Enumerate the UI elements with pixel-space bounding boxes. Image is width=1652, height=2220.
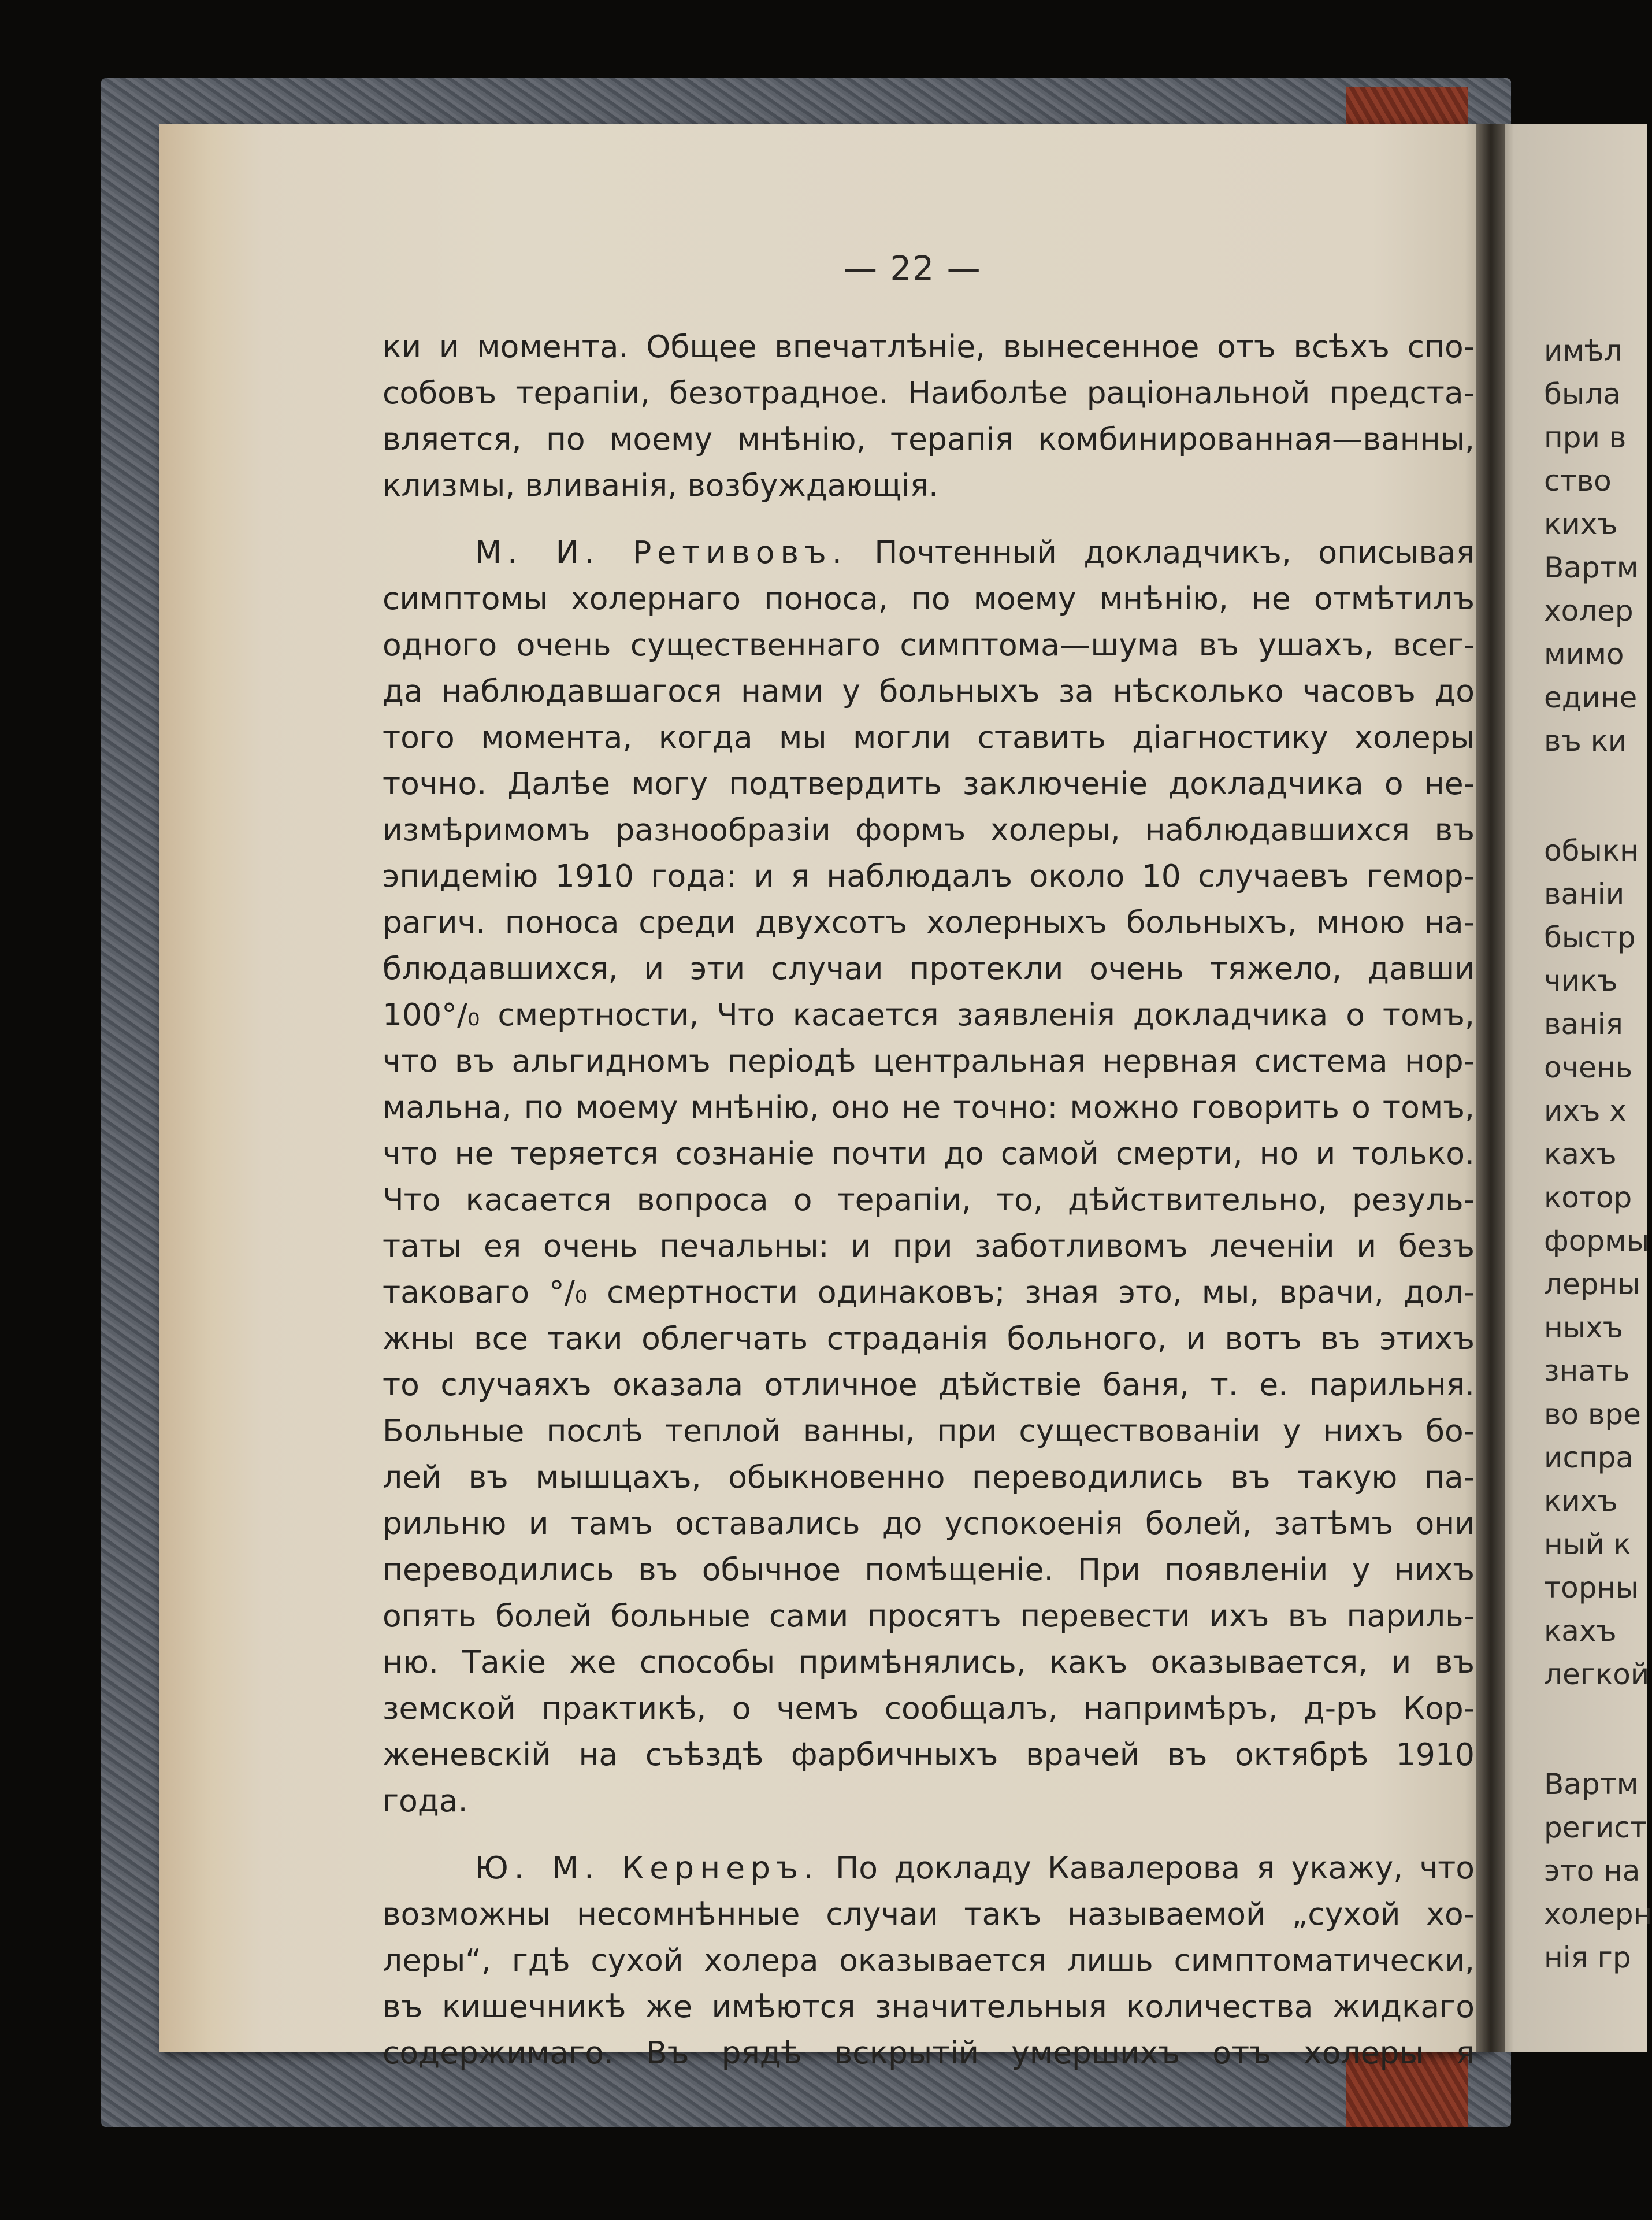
- facing-line: холерн: [1544, 1897, 1652, 1931]
- text-line: возможны несомнѣнные случаи такъ называемой „сухой хо-: [383, 1896, 1475, 1932]
- facing-line: это на: [1544, 1854, 1640, 1888]
- facing-page-text: [1544, 329, 1652, 1980]
- facing-line: ство: [1544, 464, 1612, 498]
- page-number: — 22 —: [844, 249, 982, 288]
- text-line: вляется, по моему мнѣнію, терапія комбинированная—ванны,: [383, 421, 1475, 457]
- page-body: [383, 324, 1475, 2097]
- facing-line: кихъ: [1544, 1484, 1618, 1518]
- text-line: ки и момента. Общее впечатлѣніе, вынесенное отъ всѣхъ спо-: [383, 328, 1475, 365]
- text-line: того момента, когда мы могли ставить діагностику холеры: [383, 719, 1475, 755]
- text-line: блюдавшихся, и эти случаи протекли очень тяжело, давши: [383, 950, 1475, 987]
- text-line: клизмы, вливанія, возбуждающія.: [383, 467, 939, 503]
- facing-line: знать: [1544, 1354, 1630, 1388]
- text-line: точно. Далѣе могу подтвердить заключеніе докладчика о не-: [383, 765, 1475, 802]
- facing-gap: [1544, 1696, 1636, 1763]
- text-line: рагич. поноса среди двухсотъ холерныхъ больныхъ, мною на-: [383, 904, 1475, 940]
- facing-line: чикъ: [1544, 964, 1618, 998]
- facing-line: холер: [1544, 594, 1634, 628]
- facing-line: формы: [1544, 1224, 1650, 1258]
- text-line: переводились въ обычное помѣщеніе. При появленіи у нихъ: [383, 1551, 1475, 1588]
- facing-line: ванія: [1544, 1007, 1623, 1041]
- speaker-name: Ю. М. Кернеръ.: [475, 1850, 819, 1886]
- paragraph: [383, 529, 1475, 1824]
- text-line: эпидемію 1910 года: и я наблюдалъ около 10 случаевъ гемор-: [383, 858, 1475, 894]
- facing-line: Вартм: [1544, 551, 1639, 584]
- facing-line: легкой: [1544, 1658, 1650, 1691]
- facing-line: въ ки: [1544, 724, 1627, 758]
- text-line: что въ альгидномъ періодѣ центральная нервная система нор-: [383, 1043, 1475, 1079]
- facing-line: лерны: [1544, 1267, 1640, 1301]
- text-line: ню. Такіе же способы примѣнялись, какъ оказывается, и въ: [383, 1644, 1475, 1680]
- page-gutter: [1476, 124, 1505, 2052]
- facing-line: была: [1544, 377, 1621, 411]
- facing-gap: [1544, 763, 1636, 829]
- facing-line: во вре: [1544, 1398, 1641, 1431]
- text-line: собовъ терапіи, безотрадное. Наиболѣе раціональной предста-: [383, 375, 1475, 411]
- text-fragment: По докладу Кавалерова я укажу, что: [819, 1850, 1475, 1886]
- facing-line: ный к: [1544, 1528, 1631, 1561]
- paragraph: [383, 324, 1475, 509]
- facing-line: кахъ: [1544, 1614, 1617, 1648]
- text-line-with-speaker: [383, 1845, 1475, 1891]
- text-line: Больные послѣ теплой ванны, при существованіи у нихъ бо-: [383, 1413, 1475, 1449]
- text-line: Что касается вопроса о терапіи, то, дѣйствительно, резуль-: [383, 1181, 1475, 1218]
- facing-line: испра: [1544, 1441, 1634, 1474]
- facing-line: нія гр: [1544, 1941, 1631, 1974]
- facing-line: Вартм: [1544, 1767, 1639, 1801]
- text-line: въ кишечникѣ же имѣются значительныя количества жидкаго: [383, 1988, 1475, 2025]
- facing-line: очень: [1544, 1051, 1633, 1084]
- facing-line: ихъ х: [1544, 1094, 1627, 1128]
- facing-line: ваніи: [1544, 877, 1625, 911]
- text-line-with-speaker: [383, 529, 1475, 576]
- text-line: что не теряется сознаніе почти до самой смерти, но и только.: [383, 1135, 1475, 1172]
- text-line: таковаго °/₀ смертности одинаковъ; зная это, мы, врачи, дол-: [383, 1274, 1475, 1310]
- facing-line: кихъ: [1544, 507, 1618, 541]
- text-line: жны все таки облегчать страданія больного, и вотъ въ этихъ: [383, 1320, 1475, 1357]
- text-line: земской практикѣ, о чемъ сообщалъ, напримѣръ, д-ръ Кор-: [383, 1690, 1475, 1726]
- facing-line: кахъ: [1544, 1137, 1617, 1171]
- text-line: опять болей больные сами просятъ перевести ихъ въ париль-: [383, 1598, 1475, 1634]
- text-line: лей въ мышцахъ, обыкновенно переводились въ такую па-: [383, 1459, 1475, 1495]
- text-line: рильню и тамъ оставались до успокоенія болей, затѣмъ они: [383, 1505, 1475, 1541]
- text-line: года.: [383, 1782, 468, 1819]
- text-line: 100°/₀ смертности, Что касается заявленія докладчика о томъ,: [383, 996, 1475, 1033]
- text-line: симптомы холернаго поноса, по моему мнѣнію, не отмѣтилъ: [383, 580, 1475, 617]
- text-line: да наблюдавшагося нами у больныхъ за нѣсколько часовъ до: [383, 673, 1475, 709]
- text-line: то случаяхъ оказала отличное дѣйствіе баня, т. е. парильня.: [383, 1366, 1475, 1403]
- facing-line: мимо: [1544, 638, 1624, 671]
- facing-line: котор: [1544, 1181, 1632, 1214]
- facing-line: при в: [1544, 421, 1627, 454]
- speaker-name: М. И. Ретивовъ.: [475, 534, 848, 570]
- facing-line: имѣл: [1544, 334, 1623, 368]
- text-line: измѣримомъ разнообразіи формъ холеры, наблюдавшихся въ: [383, 811, 1475, 848]
- facing-line: ныхъ: [1544, 1311, 1624, 1344]
- facing-line: едине: [1544, 681, 1638, 714]
- facing-line: торны: [1544, 1571, 1639, 1604]
- facing-line: обыкн: [1544, 834, 1639, 868]
- facing-line: регист: [1544, 1811, 1647, 1844]
- text-line: одного очень существеннаго симптома—шума въ ушахъ, всег-: [383, 627, 1475, 663]
- text-line: таты ея очень печальны: и при заботливомъ леченіи и безъ: [383, 1228, 1475, 1264]
- text-line: женевскій на съѣздѣ фарбичныхъ врачей въ октябрѣ 1910: [383, 1736, 1475, 1773]
- text-line: мальна, по моему мнѣнію, оно не точно: можно говорить о томъ,: [383, 1089, 1475, 1125]
- text-line: содержимаго. Въ рядѣ вскрытій умершихъ отъ холеры я: [383, 2034, 1475, 2071]
- text-line: леры“, гдѣ сухой холера оказывается лишь симптоматически,: [383, 1942, 1475, 1978]
- paragraph: [383, 1845, 1475, 2076]
- text-fragment: Почтенный докладчикъ, описывая: [847, 534, 1475, 570]
- facing-line: быстр: [1544, 921, 1636, 954]
